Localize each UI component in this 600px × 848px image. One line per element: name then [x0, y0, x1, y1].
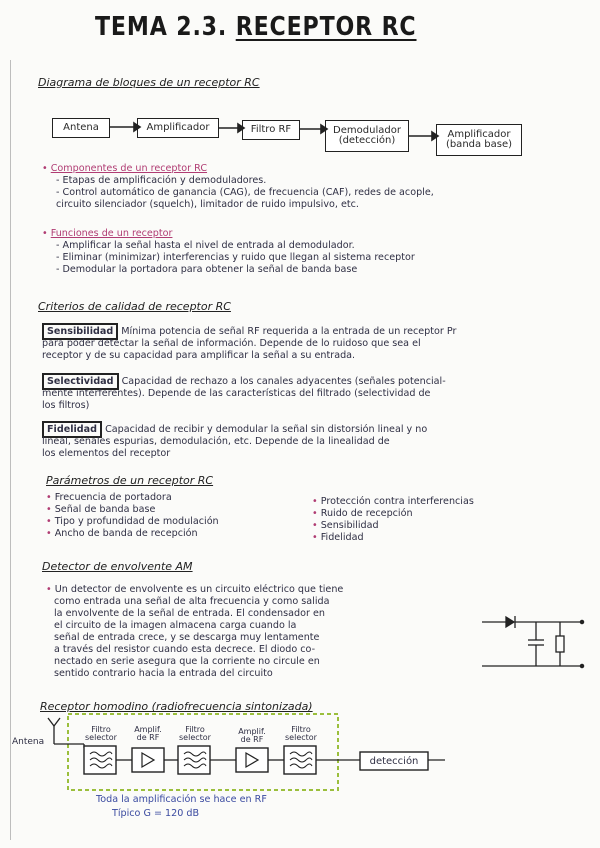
components-heading: Componentes de un receptor RC — [50, 163, 208, 174]
homodyne-detection-block: detección — [369, 756, 419, 767]
detector-heading: Detector de envolvente AM — [42, 560, 193, 573]
block-baseband-amplifier: Amplificador (banda base) — [436, 124, 522, 156]
parameter-item: Frecuencia de portadora — [54, 492, 172, 503]
sensitivity-text: receptor y de su capacidad para amplificar la señal a su entrada. — [42, 350, 356, 361]
selectivity-text: los filtros) — [42, 400, 90, 411]
components-item: - Control automático de ganancia (CAG), de frecuencia (CAF), redes de acople, — [56, 187, 434, 198]
detector-line: sentido contrario hacia la entrada del circuito — [54, 668, 273, 679]
homodyne-block-label: Amplif. de RF — [238, 727, 266, 744]
diagram-heading: Diagrama de bloques de un receptor RC — [38, 76, 260, 89]
sensitivity-block — [42, 326, 456, 362]
selectivity-text: mente interferentes). Depende de las características del filtrado (selectividad de — [42, 388, 431, 399]
parameters-left-list: • Frecuencia de portadora • Señal de banda base • Tipo y profundidad de modulación • Ancho de banda de recepción — [46, 492, 219, 539]
homodyne-block-label: Filtro selector — [85, 725, 117, 742]
parameter-item: Ruido de recepción — [320, 508, 413, 519]
homodyne-block-label: Amplif. de RF — [134, 725, 162, 742]
functions-heading: Funciones de un receptor — [50, 228, 173, 239]
detector-line: la envolvente de la señal de entrada. El condensador en — [54, 608, 325, 619]
parameter-item: Tipo y profundidad de modulación — [54, 516, 219, 527]
detector-line: señal de entrada crece, y se descarga muy lentamente — [54, 632, 320, 643]
parameter-item: Ancho de banda de recepción — [54, 528, 198, 539]
functions-item: - Demodular la portadora para obtener la señal de banda base — [56, 264, 358, 275]
detector-line: a través del resistor cuando esta decrece. El diodo co- — [54, 644, 316, 655]
block-antenna: Antena — [52, 118, 110, 138]
functions-section: • Funciones de un receptor - Amplificar la señal hasta el nivel de entrada al demodulador. - Eliminar (minimizar) interferencias y ruido que llegan al sistema receptor - Demodular la portadora para obtener la señal de banda base — [42, 228, 415, 275]
block-rf-filter: Filtro RF — [242, 120, 300, 140]
selectivity-label: Selectividad — [42, 373, 119, 390]
selectivity-text: Capacidad de rechazo a los canales adyacentes (señales potencial- — [121, 376, 446, 387]
parameter-item: Fidelidad — [320, 532, 364, 543]
homodyne-heading: Receptor homodino (radiofrecuencia sintonizada) — [40, 700, 313, 713]
homodyne-antenna-label: Antena — [12, 737, 45, 747]
homodyne-gain: Típico G = 120 dB — [112, 808, 200, 819]
block-diagram-arrows — [0, 0, 600, 170]
block-amplifier: Amplificador — [137, 118, 219, 138]
parameters-right-list: • Protección contra interferencias • Ruido de recepción • Sensibilidad • Fidelidad — [312, 496, 474, 543]
detector-line: Un detector de envolvente es un circuito eléctrico que tiene — [54, 584, 344, 595]
detector-line: nectado en serie asegura que la corriente no circule en — [54, 656, 320, 667]
fidelity-text: los elementos del receptor — [42, 448, 171, 459]
envelope-detector-circuit — [478, 606, 590, 676]
selectivity-block — [42, 376, 446, 412]
title-prefix: TEMA 2.3. — [95, 12, 228, 42]
components-section: • Componentes de un receptor RC - Etapas de amplificación y demoduladores. - Control automático de ganancia (CAG), de frecuencia (CAF), redes de acople, circuito silenciador (squelch), limitador de ruido impulsivo, etc. — [42, 163, 434, 210]
fidelity-text: lineal, señales espurias, demodulación, etc. Depende de la linealidad de — [42, 436, 390, 447]
detector-line: el circuito de la imagen almacena carga cuando la — [54, 620, 297, 631]
detector-text: • Un detector de envolvente es un circuito eléctrico que tiene como entrada una señal de alta frecuencia y como salida la envolvente de la señal de entrada. El condensador en el circuito de la imagen almacena carga cuando la señal de entrada crece, y se descarga muy lentamente a través del resistor cuando esta decrece. El diodo co- nectado en serie asegura que la corriente no circule en sentido contrario hacia la entrada del circuito — [46, 584, 344, 679]
parameter-item: Señal de banda base — [54, 504, 156, 515]
detector-line: como entrada una señal de alta frecuencia y como salida — [54, 596, 330, 607]
components-item: - Etapas de amplificación y demoduladores. — [56, 175, 267, 186]
homodyne-note: Toda la amplificación se hace en RF — [96, 794, 267, 805]
sensitivity-text: Mínima potencia de señal RF requerida a la entrada de un receptor Pr — [121, 326, 457, 337]
functions-item: - Eliminar (minimizar) interferencias y ruido que llegan al sistema receptor — [56, 252, 415, 263]
functions-item: - Amplificar la señal hasta el nivel de entrada al demodulador. — [56, 240, 355, 251]
sensitivity-label: Sensibilidad — [42, 323, 118, 340]
parameter-item: Protección contra interferencias — [320, 496, 474, 507]
title-main: RECEPTOR RC — [235, 12, 417, 42]
fidelity-text: Capacidad de recibir y demodular la señal sin distorsión lineal y no — [105, 424, 428, 435]
block-demodulator: Demodulador (detección) — [325, 120, 409, 152]
homodyne-block-label: Filtro selector — [179, 725, 211, 742]
fidelity-label: Fidelidad — [42, 421, 102, 438]
parameter-item: Sensibilidad — [320, 520, 379, 531]
criteria-heading: Criterios de calidad de receptor RC — [38, 300, 231, 313]
fidelity-block — [42, 424, 427, 460]
components-item: circuito silenciador (squelch), limitador de ruido impulsivo, etc. — [56, 199, 359, 210]
parameters-heading: Parámetros de un receptor RC — [46, 474, 214, 487]
homodyne-block-label: Filtro selector — [285, 725, 317, 742]
sensitivity-text: para poder detectar la señal de información. Depende de lo ruidoso que sea el — [42, 338, 421, 349]
